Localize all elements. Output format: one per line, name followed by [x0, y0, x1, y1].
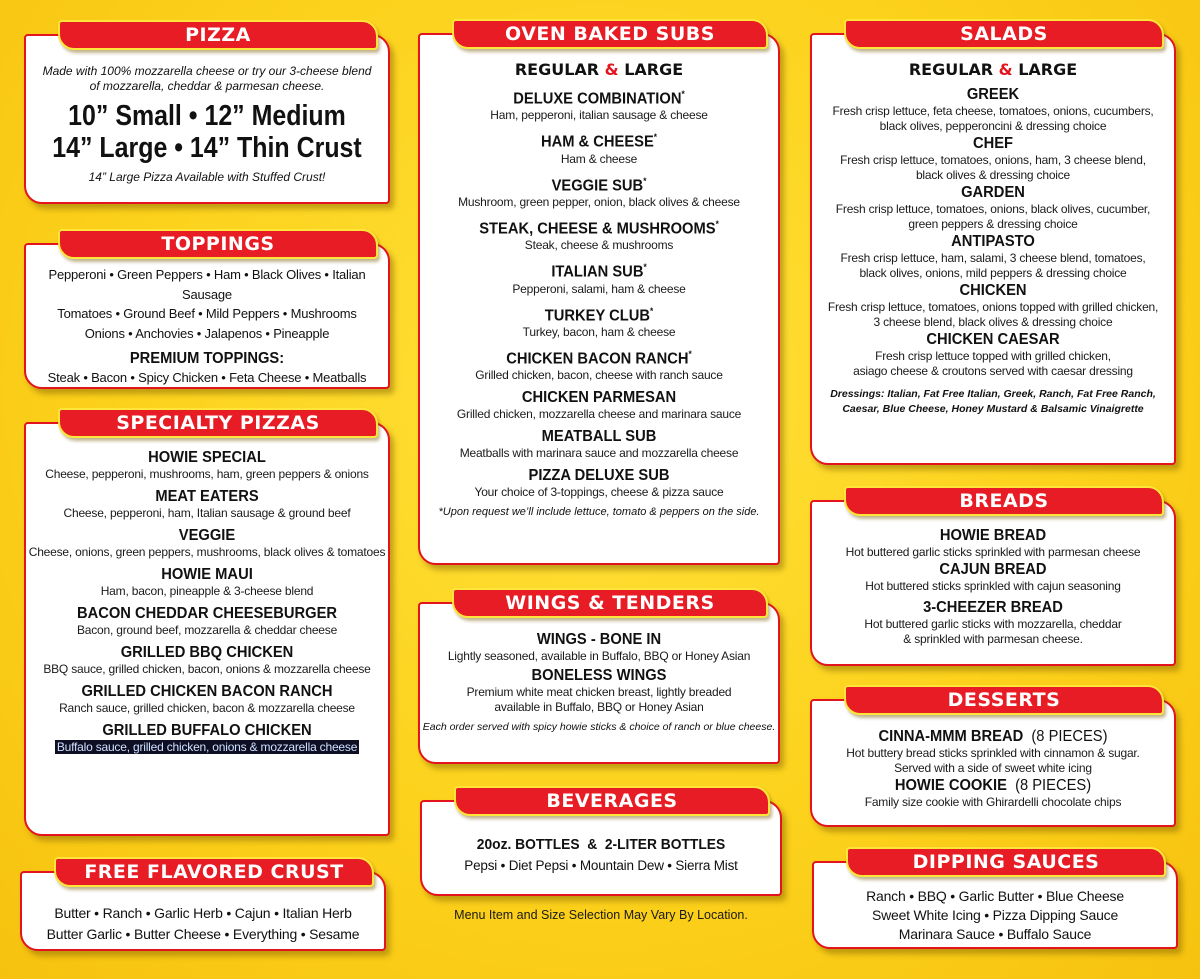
desserts-header: DESSERTS [844, 685, 1164, 715]
item-name: BONELESS WINGS [531, 667, 667, 684]
wings-item [420, 666, 778, 715]
item-desc: Cheese, pepperoni, mushrooms, ham, green peppers & onions [45, 467, 369, 481]
specialty-item [26, 721, 388, 755]
asterisk-mark: * [649, 305, 654, 316]
dressings-line: Caesar, Blue Cheese, Honey Mustard & Balsamic Vinaigrette [842, 403, 1144, 415]
toppings-section [24, 233, 390, 389]
item-name: HOWIE BREAD [939, 527, 1047, 544]
beverages-title: 20oz. BOTTLES & 2-LITER BOTTLES [476, 836, 726, 853]
item-desc: Hot buttered garlic sticks with mozzarella, cheddar [864, 617, 1122, 631]
item-desc: Grilled chicken, bacon, cheese with ranch sauce [475, 368, 723, 383]
oven-baked-subs-header: OVEN BAKED SUBS [452, 19, 768, 49]
salads-header: SALADS [844, 19, 1164, 49]
item-desc: available in Buffalo, BBQ or Honey Asian [494, 700, 704, 714]
salads-section [810, 23, 1176, 465]
dessert-item [812, 776, 1174, 810]
wings-item [420, 630, 778, 664]
dressings-list [812, 387, 1174, 417]
bread-item [812, 560, 1174, 594]
item-name: VEGGIE [178, 527, 236, 544]
item-name: HAM & CHEESE [540, 133, 654, 151]
item-name: CHICKEN CAESAR [926, 331, 1060, 348]
asterisk-mark: * [643, 262, 647, 273]
item-name: CHICKEN [959, 282, 1027, 299]
amp-symbol: & [604, 60, 619, 79]
wings-tenders-header: WINGS & TENDERS [452, 588, 768, 618]
item-desc: Ranch sauce, grilled chicken, bacon & mozzarella cheese [59, 701, 355, 715]
item-desc: Lightly seasoned, available in Buffalo, BBQ or Honey Asian [447, 649, 751, 663]
item-name: VEGGIE SUB [551, 176, 644, 194]
pizza-intro-line2: of mozzarella, cheddar & parmesan cheese. [89, 79, 325, 93]
item-desc: Your choice of 3-toppings, cheese & pizza sauce [474, 485, 724, 500]
item-desc: Hot buttered garlic sticks sprinkled with parmesan cheese [845, 545, 1141, 559]
salad-item [812, 183, 1174, 232]
pizza-sizes-line2: 14” Large • 14” Thin Crust [52, 132, 362, 164]
salad-item [812, 134, 1174, 183]
sub-item [420, 466, 778, 500]
item-desc: Bacon, ground beef, mozzarella & cheddar cheese [76, 623, 338, 637]
item-desc: Premium white meat chicken breast, lightly breaded [466, 685, 732, 699]
specialty-item [26, 643, 388, 677]
item-desc: black olives & dressing choice [915, 168, 1071, 182]
item-name: CAJUN BREAD [939, 561, 1047, 578]
sauces-line: Ranch • BBQ • Garlic Butter • Blue Cheese [866, 888, 1124, 904]
pizza-intro-line1: Made with 100% mozzarella cheese or try our 3-cheese blend [42, 64, 372, 78]
item-name: TURKEY CLUB [544, 306, 650, 324]
item-name: GRILLED CHICKEN BACON RANCH [81, 683, 333, 700]
item-desc: Hot buttery bread sticks sprinkled with cinnamon & sugar. [846, 746, 1140, 760]
sub-item [420, 258, 778, 296]
item-desc: green peppers & dressing choice [908, 217, 1078, 231]
item-name: CHICKEN PARMESAN [521, 389, 677, 407]
beverages-header: BEVERAGES [454, 786, 770, 816]
sauces-line: Sweet White Icing • Pizza Dipping Sauce [871, 907, 1119, 923]
item-name: WINGS - BONE IN [536, 631, 662, 648]
selected-text-highlight[interactable]: Buffalo sauce, grilled chicken, onions & mozzarella cheese [56, 740, 358, 754]
dressings-line: Dressings: Italian, Fat Free Italian, Greek, Ranch, Fat Free Ranch, [830, 388, 1156, 400]
size-regular: REGULAR [514, 60, 600, 79]
crust-line: Butter Garlic • Butter Cheese • Everything • Sesame [46, 926, 360, 942]
specialty-item [26, 526, 388, 560]
item-desc: Meatballs with marinara sauce and mozzarella cheese [459, 446, 739, 461]
item-desc: Pepperoni, salami, ham & cheese [512, 281, 686, 296]
subs-footnote: *Upon request we’ll include lettuce, tomato & peppers on the side. [438, 506, 760, 519]
item-desc: Fresh crisp lettuce topped with grilled chicken, [875, 349, 1111, 363]
item-name: MEAT EATERS [155, 488, 259, 505]
item-quantity: (8 PIECES) [1031, 728, 1108, 745]
specialty-item [26, 565, 388, 599]
toppings-line: Onions • Anchovies • Jalapenos • Pineapple [84, 325, 330, 341]
item-quantity: (8 PIECES) [1015, 777, 1092, 794]
premium-toppings-title: PREMIUM TOPPINGS: [129, 350, 285, 367]
wings-tenders-section [418, 592, 780, 764]
salad-item [812, 330, 1174, 379]
item-name: GRILLED BUFFALO CHICKEN [102, 722, 312, 739]
item-desc: Fresh crisp lettuce, tomatoes, onions topped with grilled chicken, [827, 300, 1159, 314]
size-large: LARGE [624, 60, 684, 79]
asterisk-mark: * [681, 89, 685, 99]
specialty-pizzas-header: SPECIALTY PIZZAS [58, 408, 378, 438]
item-name: GREEK [966, 86, 1020, 103]
sub-item [420, 388, 778, 422]
bread-item [812, 598, 1174, 647]
salads-sizes [812, 59, 1174, 81]
asterisk-mark: * [643, 175, 647, 186]
item-desc: Hot buttered sticks sprinkled with cajun seasoning [865, 579, 1121, 593]
item-name: CHICKEN BACON RANCH [506, 350, 689, 368]
pizza-header: PIZZA [58, 20, 378, 50]
item-name: ANTIPASTO [951, 233, 1035, 250]
item-desc: Served with a side of sweet white icing [894, 761, 1092, 775]
salad-item [812, 85, 1174, 134]
toppings-header: TOPPINGS [58, 229, 378, 259]
sub-item [420, 128, 778, 166]
sub-item [420, 302, 778, 340]
sub-item [420, 215, 778, 253]
item-desc: Fresh crisp lettuce, feta cheese, tomatoes, onions, cucumbers, [832, 104, 1154, 118]
amp-symbol: & [998, 60, 1013, 79]
sub-item [420, 85, 778, 123]
item-name: CHEF [972, 135, 1014, 152]
item-desc: Cheese, pepperoni, ham, Italian sausage & ground beef [63, 506, 351, 520]
item-desc: Mushroom, green pepper, onion, black olives & cheese [458, 194, 740, 209]
item-desc: asiago cheese & croutons served with caesar dressing [853, 364, 1133, 378]
desserts-section [810, 689, 1176, 827]
specialty-item [26, 448, 388, 482]
dessert-item [812, 727, 1174, 776]
item-desc: & sprinkled with parmesan cheese. [903, 632, 1083, 646]
crust-line: Butter • Ranch • Garlic Herb • Cajun • Italian Herb [54, 905, 352, 921]
item-desc: Ham, bacon, pineapple & 3-cheese blend [100, 584, 314, 598]
specialty-item [26, 604, 388, 638]
asterisk-mark: * [715, 218, 719, 229]
breads-section [810, 490, 1176, 666]
beverages-section [420, 790, 782, 896]
item-desc: Fresh crisp lettuce, tomatoes, onions, ham, 3 cheese blend, [840, 153, 1146, 167]
size-large: LARGE [1018, 60, 1078, 79]
item-name: DELUXE COMBINATION [513, 90, 682, 108]
item-name: BACON CHEDDAR CHEESEBURGER [76, 605, 338, 622]
item-name: ITALIAN SUB [551, 263, 644, 281]
bread-item [812, 526, 1174, 560]
item-desc: Ham & cheese [560, 151, 638, 166]
item-desc: Steak, cheese & mushrooms [524, 238, 674, 253]
sub-item [420, 172, 778, 210]
item-desc: Cheese, onions, green peppers, mushrooms, black olives & tomatoes [28, 545, 386, 559]
item-desc: 3 cheese blend, black olives & dressing choice [873, 315, 1113, 329]
asterisk-mark: * [688, 348, 692, 359]
specialty-item [26, 682, 388, 716]
size-regular: REGULAR [908, 60, 994, 79]
sub-item [420, 345, 778, 383]
item-name: GARDEN [961, 184, 1025, 201]
item-desc: Family size cookie with Ghirardelli chocolate chips [864, 795, 1122, 809]
specialty-pizzas-section [24, 412, 390, 836]
item-desc: black olives, pepperoncini & dressing choice [879, 119, 1107, 133]
item-name: MEATBALL SUB [541, 428, 657, 446]
item-desc: black olives, onions, mild peppers & dressing choice [859, 266, 1127, 280]
oven-baked-subs-section [418, 23, 780, 565]
item-name: HOWIE SPECIAL [148, 449, 266, 466]
subs-sizes [420, 59, 778, 81]
salad-item [812, 281, 1174, 330]
pizza-sizes-line1: 10” Small • 12” Medium [68, 100, 346, 132]
location-disclaimer: Menu Item and Size Selection May Vary By Location. [454, 908, 748, 922]
sub-item [420, 427, 778, 461]
item-desc: Fresh crisp lettuce, tomatoes, onions, black olives, cucumber, [835, 202, 1151, 216]
toppings-line: Tomatoes • Ground Beef • Mild Peppers • Mushrooms [57, 306, 357, 321]
flavored-crust-section [20, 861, 386, 951]
specialty-item [26, 487, 388, 521]
breads-header: BREADS [844, 486, 1164, 516]
flavored-crust-header: FREE FLAVORED CRUST [54, 857, 374, 887]
item-name: STEAK, CHEESE & MUSHROOMS [479, 220, 716, 238]
dipping-sauces-header: DIPPING SAUCES [846, 847, 1166, 877]
pizza-stuffed-crust-note: 14” Large Pizza Available with Stuffed Crust! [88, 170, 326, 184]
item-name: 3-CHEEZER BREAD [923, 599, 1063, 616]
toppings-line: Pepperoni • Green Peppers • Ham • Black Olives • Italian Sausage [48, 267, 366, 302]
sauces-line: Marinara Sauce • Buffalo Sauce [898, 926, 1092, 942]
pizza-section [24, 24, 390, 204]
item-desc: Turkey, bacon, ham & cheese [522, 324, 676, 339]
item-desc: Fresh crisp lettuce, ham, salami, 3 cheese blend, tomatoes, [840, 251, 1146, 265]
item-name: CINNA-MMM BREAD [878, 728, 1024, 745]
item-name: HOWIE MAUI [161, 566, 253, 583]
dipping-sauces-section [812, 851, 1178, 949]
salad-item [812, 232, 1174, 281]
item-desc: Ham, pepperoni, italian sausage & cheese [490, 108, 708, 123]
premium-toppings-line: Steak • Bacon • Spicy Chicken • Feta Cheese • Meatballs [47, 370, 367, 385]
item-name: PIZZA DELUXE SUB [528, 467, 670, 485]
item-name: HOWIE COOKIE [894, 777, 1007, 794]
item-name: GRILLED BBQ CHICKEN [120, 644, 294, 661]
item-desc: BBQ sauce, grilled chicken, bacon, onions & mozzarella cheese [43, 662, 371, 676]
wings-footnote: Each order served with spicy howie sticks & choice of ranch or blue cheese. [422, 721, 776, 733]
beverages-line: Pepsi • Diet Pepsi • Mountain Dew • Sierra Mist [464, 858, 738, 873]
asterisk-mark: * [653, 132, 658, 143]
item-desc: Grilled chicken, mozzarella cheese and marinara sauce [456, 407, 742, 422]
